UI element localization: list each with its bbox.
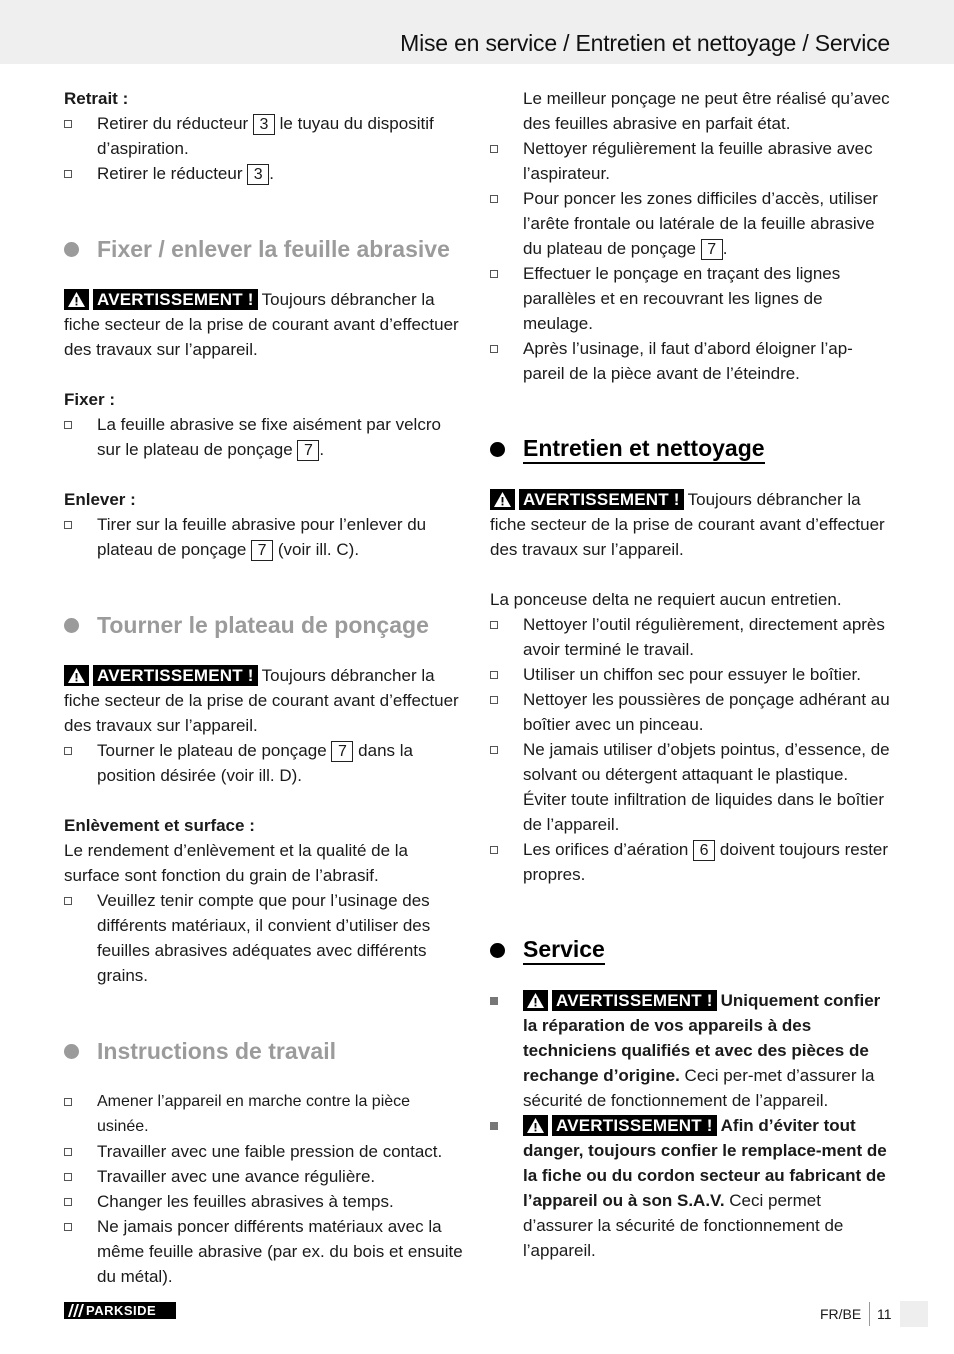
right-column <box>490 86 892 1263</box>
warning-badge: AVERTISSEMENT ! <box>523 990 717 1011</box>
footer-divider <box>869 1302 870 1326</box>
entretien-text: La ponceuse delta ne requiert aucun entretien. <box>490 590 842 609</box>
section-title-service: Service <box>490 935 892 965</box>
continuation-text: Le meilleur ponçage ne peut être réalisé qu’avec des feuilles abrasive en parfait état. <box>523 89 890 133</box>
list-item: Tourner le plateau de ponçage 7 dans la position désirée (voir ill. D). <box>64 738 466 788</box>
list-item: AVERTISSEMENT ! Uniquement confier la réparation de vos appareils à des techniciens qualifiés et avec des pièces de rechange d’origine. Ceci per-met d’assurer la sécurité de fonctionnement de l’appareil. <box>490 988 892 1113</box>
list-item: Travailler avec une faible pression de contact. <box>64 1139 466 1164</box>
bullet-dot-icon <box>490 442 505 457</box>
warning-badge: AVERTISSEMENT ! <box>64 289 258 310</box>
warning-triangle-icon <box>64 665 89 686</box>
list-item: Veuillez tenir compte que pour l’usinage des différents matériaux, il convient d’utiliser des feuilles abrasives adéquates avec différents grains. <box>64 888 466 988</box>
parkside-logo <box>64 1302 176 1319</box>
page-title: Mise en service / Entretien et nettoyage / Service <box>400 30 890 56</box>
enlevement-label: Enlèvement et surface : <box>64 816 255 835</box>
language-code: FR/BE <box>820 1306 862 1322</box>
list-item: Ne jamais utiliser d’objets pointus, d’essence, de solvant ou détergent attaquant le plastique. Éviter toute infiltration de liquides dans le boîtier de l’appareil. <box>490 737 892 837</box>
part-ref: 6 <box>693 840 715 861</box>
part-ref: 7 <box>701 239 723 260</box>
bullet-square-icon <box>64 747 72 755</box>
list-item: Effectuer le ponçage en traçant des lignes parallèles et en recouvrant les lignes de meulage. <box>490 261 892 336</box>
warning-badge: AVERTISSEMENT ! <box>490 489 684 510</box>
list-item: Nettoyer régulièrement la feuille abrasive avec l’aspirateur. <box>490 136 892 186</box>
bullet-square-icon <box>490 671 498 679</box>
retrait-label: Retrait : <box>64 89 129 108</box>
bullet-filled-square-icon <box>490 997 498 1005</box>
bullet-square-icon <box>64 521 72 529</box>
section-title-instructions: Instructions de travail <box>64 1036 466 1066</box>
bullet-square-icon <box>490 145 498 153</box>
bullet-dot-icon <box>64 618 79 633</box>
bullet-filled-square-icon <box>490 1122 498 1130</box>
bullet-square-icon <box>64 1148 72 1156</box>
bullet-dot-icon <box>64 242 79 257</box>
bullet-square-icon <box>64 897 72 905</box>
bullet-square-icon <box>490 621 498 629</box>
list-item: La feuille abrasive se fixe aisément par velcro sur le plateau de ponçage 7 . <box>64 412 466 462</box>
page-header <box>0 0 954 64</box>
list-item: AVERTISSEMENT ! Afin d’éviter tout danger, toujours confier le remplace-ment de la fiche ou du cordon secteur au fabricant de l’appareil ou à son S.A.V. Ceci permet d’assurer la sécurité de fonctionnement de l’appareil. <box>490 1113 892 1263</box>
logo-stripes-icon <box>64 1302 86 1319</box>
part-ref: 3 <box>253 114 275 135</box>
part-ref: 7 <box>251 540 273 561</box>
bullet-square-icon <box>64 1198 72 1206</box>
warning-paragraph: AVERTISSEMENT ! Toujours débrancher la fiche secteur de la prise de courant avant d’effectuer des travaux sur l’appareil. <box>490 490 885 559</box>
bullet-square-icon <box>64 1098 72 1106</box>
bullet-square-icon <box>64 120 72 128</box>
list-item: Les orifices d’aération 6 doivent toujours rester propres. <box>490 837 892 887</box>
list-item: Nettoyer l’outil régulièrement, directement après avoir terminé le travail. <box>490 612 892 662</box>
bullet-square-icon <box>490 345 498 353</box>
section-title-tourner: Tourner le plateau de ponçage <box>64 610 466 640</box>
section-title-fixer: Fixer / enlever la feuille abrasive <box>64 234 466 264</box>
list-item: Changer les feuilles abrasives à temps. <box>64 1189 466 1214</box>
warning-triangle-icon <box>523 1115 548 1136</box>
bullet-square-icon <box>490 195 498 203</box>
bullet-square-icon <box>64 1173 72 1181</box>
fixer-label: Fixer : <box>64 390 116 409</box>
list-item: Tirer sur la feuille abrasive pour l’enlever du plateau de ponçage 7 (voir ill. C). <box>64 512 466 562</box>
bullet-square-icon <box>64 170 72 178</box>
list-item: Retirer du réducteur 3 le tuyau du dispositif d’aspiration. <box>64 111 466 161</box>
warning-triangle-icon <box>64 289 89 310</box>
warning-triangle-icon <box>490 489 515 510</box>
list-item: Nettoyer les poussières de ponçage adhérant au boîtier avec un pinceau. <box>490 687 892 737</box>
list-item: Amener l’appareil en marche contre la pièce usinée. <box>64 1089 466 1139</box>
warning-triangle-icon <box>523 990 548 1011</box>
list-item: Retirer le réducteur 3 . <box>64 161 466 186</box>
warning-badge: AVERTISSEMENT ! <box>523 1115 717 1136</box>
bullet-square-icon <box>490 746 498 754</box>
bullet-square-icon <box>490 270 498 278</box>
bullet-square-icon <box>64 421 72 429</box>
list-item: Ne jamais poncer différents matériaux avec la même feuille abrasive (par ex. du bois et ensuite du métal). <box>64 1214 466 1289</box>
enlever-label: Enlever : <box>64 490 136 509</box>
bullet-square-icon <box>490 846 498 854</box>
page-number: 11 <box>877 1306 892 1322</box>
section-title-entretien: Entretien et nettoyage <box>490 434 892 464</box>
list-item: Après l’usinage, il faut d’abord éloigner l’ap-pareil de la pièce avant de l’éteindre. <box>490 336 892 386</box>
warning-paragraph: AVERTISSEMENT ! Toujours débrancher la fiche secteur de la prise de courant avant d’effectuer des travaux sur l’appareil. <box>64 290 459 359</box>
brand-name: PARKSIDE <box>86 1303 157 1318</box>
bullet-dot-icon <box>490 943 505 958</box>
warning-paragraph: AVERTISSEMENT ! Toujours débrancher la fiche secteur de la prise de courant avant d’effectuer des travaux sur l’appareil. <box>64 666 459 735</box>
part-ref: 7 <box>331 741 353 762</box>
bullet-square-icon <box>490 696 498 704</box>
list-item: Travailler avec une avance régulière. <box>64 1164 466 1189</box>
bullet-square-icon <box>64 1223 72 1231</box>
list-item: Pour poncer les zones difficiles d’accès, utiliser l’arête frontale ou latérale de la feuille abrasive du plateau de ponçage 7 . <box>490 186 892 261</box>
warning-badge: AVERTISSEMENT ! <box>64 665 258 686</box>
part-ref: 3 <box>247 164 269 185</box>
footer-tab <box>900 1301 928 1327</box>
enlevement-text: Le rendement d’enlèvement et la qualité de la surface sont fonction du grain de l’abrasif. <box>64 841 409 885</box>
part-ref: 7 <box>297 440 319 461</box>
left-column <box>64 86 466 1289</box>
list-item: Utiliser un chiffon sec pour essuyer le boîtier. <box>490 662 892 687</box>
bullet-dot-icon <box>64 1044 79 1059</box>
